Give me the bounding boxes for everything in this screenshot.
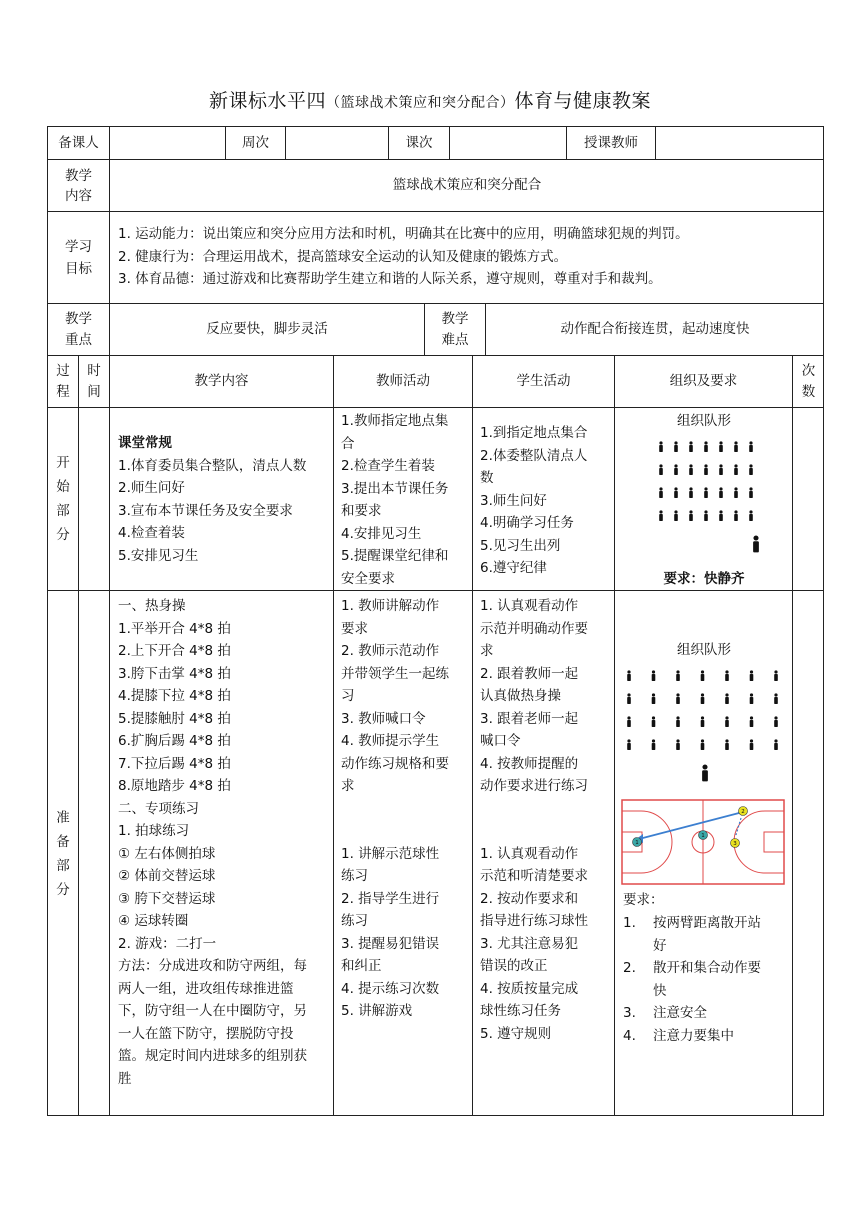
start-content-line: 1.体育委员集合整队，清点人数 — [118, 457, 307, 474]
req-num: 1. — [623, 915, 636, 931]
student-figure-icon — [676, 716, 680, 727]
prep-student-line: 1. 认真观看动作 — [480, 845, 579, 862]
start-content-line: 2.师生问好 — [118, 480, 185, 496]
title-sub: （篮球战术策应和突分配合） — [326, 95, 515, 111]
prep-teacher-line: 要求 — [341, 620, 368, 637]
start-teacher-line: 3.提出本节课任务 — [341, 480, 449, 497]
student-figure-icon — [652, 693, 656, 704]
goal-item: 2. 健康行为：合理运用战术，提高篮球安全运动的认知及健康的锻炼方式。 — [118, 248, 568, 265]
prep-content-line: 两人一组，进攻组传球推进篮 — [118, 980, 294, 997]
start-label-char: 始 — [56, 479, 70, 495]
req-num: 3. — [623, 1005, 636, 1021]
preparer-label: 备课人 — [48, 127, 110, 160]
student-figure-icon — [674, 487, 678, 498]
prep-teacher-line: 并带领学生一起练 — [341, 665, 449, 682]
prep-student-line: 错误的改正 — [480, 958, 548, 974]
prep-content-line: 4.提膝下拉 4*8 拍 — [118, 688, 231, 704]
court-left-arc — [622, 811, 672, 873]
student-figure-icon — [676, 739, 680, 750]
student-figure-icon — [627, 693, 631, 704]
student-figure-icon — [750, 670, 754, 681]
col-count — [793, 356, 824, 408]
student-figure-icon — [701, 670, 705, 681]
pass-arrow-line — [639, 813, 739, 839]
start-count — [793, 408, 824, 591]
start-label-char: 开 — [56, 455, 70, 471]
student-figure-icon — [689, 487, 693, 498]
student-figure-icon — [659, 441, 663, 452]
start-teacher-line: 合 — [341, 435, 355, 452]
prep-time — [79, 591, 110, 1116]
prep-teacher-line: 2. 指导学生进行 — [341, 890, 440, 907]
prep-content-line: 胜 — [118, 1070, 132, 1087]
prep-req-title: 要求： — [623, 892, 664, 908]
student-figure-icon — [719, 464, 723, 475]
cut-arrow-line — [736, 818, 741, 835]
prep-student-line: 指导进行练习球性 — [480, 913, 588, 929]
col-process-l2: 程 — [56, 383, 70, 400]
student-figure-icon — [725, 716, 729, 727]
student-figure-icon — [704, 464, 708, 475]
student-figure-icon — [652, 670, 656, 681]
marker-label: 3 — [733, 841, 737, 848]
teacher-figure-icon — [753, 535, 759, 552]
key-label — [48, 304, 110, 356]
start-student — [473, 408, 615, 591]
student-figure-icon — [734, 510, 738, 521]
goal-item: 3. 体育品德：通过游戏和比赛帮助学生建立和谐的人际关系，遵守规则，尊重对手和裁判。 — [118, 271, 662, 287]
prep-content-line: 3.胯下击掌 4*8 拍 — [118, 665, 231, 682]
prep-teacher-line: 1. 讲解示范球性 — [341, 845, 440, 862]
start-student-line: 5.见习生出列 — [480, 537, 561, 554]
prep-req-list — [623, 912, 789, 1047]
prep-content-line: ③ 胯下交替运球 — [118, 890, 216, 907]
difficulty-label-l1: 教学 — [441, 310, 469, 327]
prep-content-line: 1.平举开合 4*8 拍 — [118, 620, 231, 637]
prep-teacher-line: 4. 提示练习次数 — [341, 980, 440, 997]
student-figure-icon — [674, 441, 678, 452]
prep-content-line: 下，防守组一人在中圈防守，另 — [118, 1003, 307, 1019]
start-label-char: 分 — [56, 527, 70, 543]
lesson-value — [450, 127, 567, 160]
col-time-l1: 时 — [87, 362, 101, 379]
prep-student-line: 4. 按质按量完成 — [480, 980, 579, 997]
start-content — [110, 408, 334, 591]
student-figure-icon — [689, 441, 693, 452]
student-figure-icon — [704, 441, 708, 452]
student-figure-icon — [719, 510, 723, 521]
student-figure-icon — [689, 510, 693, 521]
start-teacher-line: 和要求 — [341, 503, 382, 519]
goals-label-l1: 学习 — [65, 238, 92, 255]
lesson-table — [47, 126, 824, 1116]
start-content-line: 4.检查着装 — [118, 525, 185, 541]
key-value: 反应要快，脚步灵活 — [110, 304, 425, 356]
student-figure-icon — [652, 739, 656, 750]
prep-content-line: 8.原地踏步 4*8 拍 — [118, 778, 231, 794]
col-org: 组织及要求 — [615, 356, 793, 408]
start-student-line: 1.到指定地点集合 — [480, 425, 588, 441]
prep-content — [110, 591, 334, 1116]
prep-student-line: 动作要求进行练习 — [480, 778, 588, 794]
teacher-label: 授课教师 — [567, 127, 656, 160]
start-student-line: 数 — [480, 470, 494, 486]
student-figure-icon — [749, 464, 753, 475]
formation-diagram-start — [615, 434, 793, 564]
student-figure-icon — [627, 739, 631, 750]
prep-student-line: 4. 按教师提醒的 — [480, 755, 579, 772]
difficulty-value: 动作配合衔接连贯，起动速度快 — [486, 304, 824, 356]
student-figure-icon — [701, 739, 705, 750]
prep-content-line: 一、热身操 — [118, 598, 186, 614]
student-figure-icon — [774, 716, 778, 727]
goals-list — [110, 212, 824, 304]
prep-student-line: 示范和听清楚要求 — [480, 868, 588, 884]
start-teacher-line: 5.提醒课堂纪律和 — [341, 548, 449, 564]
student-figure-icon — [750, 693, 754, 704]
req-text: 快 — [653, 982, 667, 999]
student-figure-icon — [750, 739, 754, 750]
req-item — [623, 912, 789, 957]
student-figure-icon — [689, 464, 693, 475]
student-figure-icon — [734, 464, 738, 475]
lesson-label: 课次 — [389, 127, 450, 160]
student-figure-icon — [774, 693, 778, 704]
start-label-char: 部 — [56, 503, 70, 519]
court-right-key — [764, 832, 784, 852]
prep-teacher-line: 动作练习规格和要 — [341, 755, 449, 772]
req-text: 散开和集合动作要 — [653, 960, 761, 976]
student-figure-icon — [749, 487, 753, 498]
col-process-l1: 过 — [56, 362, 70, 379]
marker-label: 2 — [741, 809, 745, 816]
difficulty-label — [425, 304, 486, 356]
basketball-court-diagram — [621, 799, 785, 885]
req-num: 2. — [623, 960, 636, 976]
prep-label — [48, 591, 79, 1116]
student-figure-icon — [750, 716, 754, 727]
prep-content-line: 一人在篮下防守，摆脱防守投 — [118, 1025, 294, 1042]
prep-content-line: ④ 运球转圈 — [118, 913, 189, 929]
start-content-line: 3.宣布本节课任务及安全要求 — [118, 502, 293, 519]
start-content-title: 课堂常规 — [118, 435, 172, 451]
difficulty-label-l2: 难点 — [441, 331, 469, 348]
start-student-line: 4.明确学习任务 — [480, 515, 574, 531]
prep-content-line: 5.提膝触肘 4*8 拍 — [118, 710, 231, 727]
prep-content-line: 篮。规定时间内进球多的组别获 — [118, 1048, 307, 1064]
page-title — [0, 86, 860, 113]
prep-org — [615, 591, 793, 1116]
col-count-l1: 次 — [801, 362, 816, 379]
student-figure-icon — [627, 670, 631, 681]
col-content: 教学内容 — [110, 356, 334, 408]
teacher-value — [656, 127, 824, 160]
prep-teacher-line: 练习 — [341, 913, 368, 929]
start-teacher-line: 4.安排见习生 — [341, 525, 422, 542]
student-figure-icon — [701, 716, 705, 727]
col-count-l2: 数 — [801, 383, 816, 400]
student-figure-icon — [734, 487, 738, 498]
student-figure-icon — [659, 510, 663, 521]
prep-content-line: 二、专项练习 — [118, 800, 199, 817]
prep-label-char: 部 — [56, 857, 70, 874]
prep-content-line: 方法：分成进攻和防守两组，每 — [118, 958, 307, 974]
prep-content-line: 7.下拉后踢 4*8 拍 — [118, 755, 231, 772]
prep-student-line: 2. 跟着教师一起 — [480, 665, 579, 682]
prep-student-line: 喊口令 — [480, 733, 521, 749]
prep-student-line: 1. 认真观看动作 — [480, 598, 579, 614]
prep-teacher — [334, 591, 473, 1116]
prep-content-line: ② 体前交替运球 — [118, 868, 216, 884]
student-figure-icon — [659, 487, 663, 498]
teacher-figure-icon — [702, 764, 708, 781]
start-student-line: 3.师生问好 — [480, 492, 547, 509]
week-value — [286, 127, 389, 160]
content-label — [48, 160, 110, 212]
prep-teacher-line: 1. 教师讲解动作 — [341, 598, 440, 614]
prep-student-line: 3. 尤其注意易犯 — [480, 935, 579, 952]
student-figure-icon — [774, 670, 778, 681]
goals-label — [48, 212, 110, 304]
marker-label: 1 — [635, 840, 639, 847]
col-time-l2: 间 — [87, 383, 101, 400]
req-item — [623, 1025, 789, 1048]
prep-teacher-line: 2. 教师示范动作 — [341, 643, 440, 659]
student-figure-icon — [725, 693, 729, 704]
col-teacher: 教师活动 — [334, 356, 473, 408]
prep-teacher-line: 练习 — [341, 868, 368, 884]
col-time — [79, 356, 110, 408]
student-figure-icon — [704, 487, 708, 498]
prep-student-line: 求 — [480, 643, 494, 659]
student-figure-icon — [704, 510, 708, 521]
start-teacher — [334, 408, 473, 591]
start-label — [48, 408, 79, 591]
student-figure-icon — [627, 716, 631, 727]
prep-org-title: 组织队形 — [677, 642, 731, 658]
prep-student-line: 2. 按动作要求和 — [480, 890, 579, 907]
court-right-arc — [734, 811, 784, 873]
key-label-l1: 教学 — [65, 310, 92, 327]
start-org-title: 组织队形 — [677, 413, 731, 429]
week-label: 周次 — [226, 127, 286, 160]
student-figure-icon — [674, 510, 678, 521]
prep-teacher-line: 习 — [341, 688, 355, 704]
student-figure-icon — [725, 739, 729, 750]
content-value: 篮球战术策应和突分配合 — [110, 160, 824, 212]
student-figure-icon — [719, 487, 723, 498]
student-figure-icon — [719, 441, 723, 452]
prep-student — [473, 591, 615, 1116]
req-num: 4. — [623, 1027, 636, 1044]
content-label-l1: 教学 — [65, 167, 92, 184]
prep-teacher-line: 4. 教师提示学生 — [341, 733, 440, 749]
prep-student-line: 球性练习任务 — [480, 1003, 561, 1019]
student-figure-icon — [701, 693, 705, 704]
student-figure-icon — [725, 670, 729, 681]
prep-content-line: 6.扩胸后踢 4*8 拍 — [118, 733, 231, 749]
student-figure-icon — [774, 739, 778, 750]
student-figure-icon — [676, 670, 680, 681]
student-figure-icon — [676, 693, 680, 704]
prep-count — [793, 591, 824, 1116]
prep-content-line: 2.上下开合 4*8 拍 — [118, 643, 231, 659]
prep-student-line: 认真做热身操 — [480, 688, 561, 704]
student-figure-icon — [749, 510, 753, 521]
formation-diagram-prep — [615, 663, 793, 793]
start-time — [79, 408, 110, 591]
goal-item: 1. 运动能力：说出策应和突分应用方法和时机，明确其在比赛中的应用，明确篮球犯规的判罚。 — [118, 226, 689, 242]
prep-teacher-line: 和纠正 — [341, 958, 382, 974]
goals-label-l2: 目标 — [65, 260, 92, 277]
student-figure-icon — [652, 716, 656, 727]
prep-student-line: 3. 跟着老师一起 — [480, 710, 579, 727]
student-figure-icon — [659, 464, 663, 475]
student-figure-icon — [674, 464, 678, 475]
title-main-a: 新课标水平四 — [208, 90, 326, 112]
prep-label-char: 分 — [56, 881, 70, 898]
prep-student-line: 示范并明确动作要 — [480, 620, 588, 637]
prep-teacher-line: 5. 讲解游戏 — [341, 1003, 413, 1019]
req-item — [623, 1002, 789, 1025]
marker-label: 1 — [701, 833, 705, 840]
req-text: 好 — [653, 937, 667, 954]
key-label-l2: 重点 — [65, 331, 92, 348]
req-text: 注意安全 — [653, 1005, 707, 1021]
start-teacher-line: 2.检查学生着装 — [341, 458, 435, 474]
prep-content-line: 1. 拍球练习 — [118, 823, 190, 839]
prep-teacher-line: 3. 提醒易犯错误 — [341, 935, 440, 952]
col-process — [48, 356, 79, 408]
prep-content-line: 2. 游戏：二打一 — [118, 935, 217, 952]
req-item — [623, 957, 789, 1002]
start-student-line: 2.体委整队清点人 — [480, 447, 588, 464]
req-text: 按两臂距离散开站 — [653, 915, 761, 931]
start-org-requirement: 要求：快静齐 — [663, 571, 745, 587]
req-text: 注意力要集中 — [653, 1027, 734, 1044]
start-student-line: 6.遵守纪律 — [480, 560, 547, 576]
prep-teacher-line: 求 — [341, 778, 355, 794]
student-figure-icon — [734, 441, 738, 452]
prep-content-line: ① 左右体侧拍球 — [118, 845, 216, 862]
title-main-b: 体育与健康教案 — [514, 90, 652, 112]
prep-label-char: 备 — [56, 833, 70, 850]
student-figure-icon — [749, 441, 753, 452]
prep-student-line: 5. 遵守规则 — [480, 1025, 552, 1042]
prep-label-char: 准 — [56, 809, 70, 826]
prep-teacher-line: 3. 教师喊口令 — [341, 710, 426, 727]
start-teacher-line: 1.教师指定地点集 — [341, 413, 449, 429]
start-teacher-line: 安全要求 — [341, 570, 395, 587]
start-content-line: 5.安排见习生 — [118, 547, 199, 564]
start-org — [615, 408, 793, 591]
preparer-value — [110, 127, 226, 160]
content-label-l2: 内容 — [65, 187, 92, 204]
col-student: 学生活动 — [473, 356, 615, 408]
